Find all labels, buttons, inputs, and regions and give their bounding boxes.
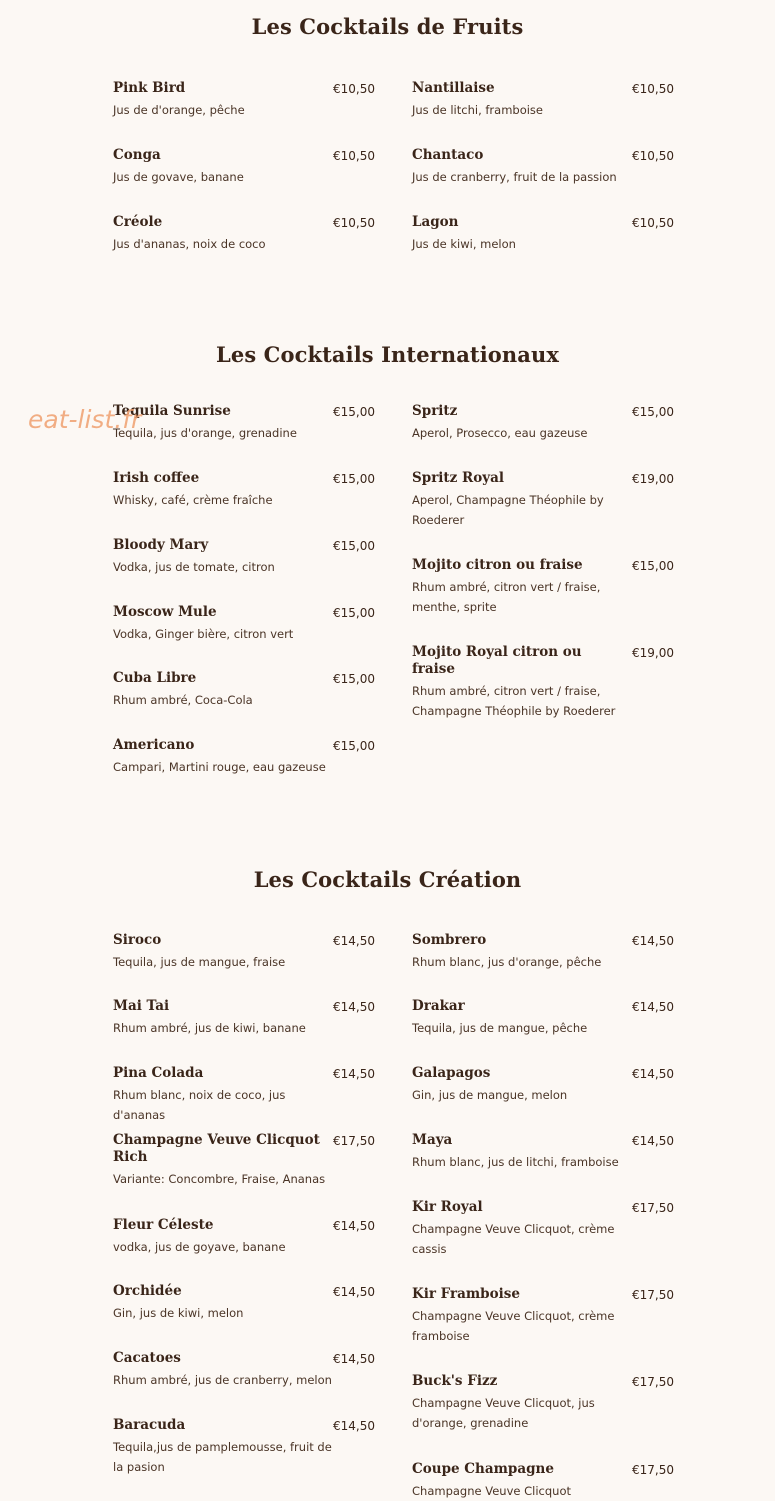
item-price: €15,00 (333, 606, 375, 620)
item-price: €17,50 (333, 1134, 375, 1148)
menu-item (113, 403, 375, 443)
item-price: €15,00 (333, 539, 375, 553)
menu-item (113, 1132, 375, 1189)
section-title: Les Cocktails Création (253, 867, 522, 892)
item-description: Jus de kiwi, melon (412, 237, 516, 251)
item-description: Jus de litchi, framboise (412, 103, 543, 117)
item-description: Rhum ambré, citron vert / fraise, Champagne Théophile by Roederer (412, 684, 616, 718)
item-name: Coupe Champagne (412, 1461, 554, 1477)
menu-item (113, 1283, 375, 1323)
item-price: €14,50 (333, 1219, 375, 1233)
item-price: €17,50 (632, 1375, 674, 1389)
item-description: Jus de cranberry, fruit de la passion (412, 170, 617, 184)
menu-item (412, 80, 674, 120)
item-price: €14,50 (632, 1067, 674, 1081)
menu-item (412, 1461, 674, 1501)
watermark-logo: eat-list.fr (28, 405, 142, 434)
section-fruits (0, 14, 775, 39)
item-description: Aperol, Prosecco, eau gazeuse (412, 426, 588, 440)
item-price: €17,50 (632, 1288, 674, 1302)
item-name: Galapagos (412, 1065, 491, 1081)
item-name: Cacatoes (113, 1350, 181, 1366)
item-description: Champagne Veuve Clicquot (412, 1484, 571, 1498)
item-name: Drakar (412, 998, 465, 1014)
item-name: Baracuda (113, 1417, 186, 1433)
item-price: €10,50 (333, 149, 375, 163)
item-description: Jus de govave, banane (113, 170, 244, 184)
menu-item (113, 80, 375, 120)
item-name: Mojito citron ou fraise (412, 557, 583, 573)
item-price: €15,00 (333, 472, 375, 486)
item-description: Tequila, jus d'orange, grenadine (113, 426, 297, 440)
item-description: Whisky, café, crème fraîche (113, 493, 273, 507)
item-description: Aperol, Champagne Théophile by Roederer (412, 493, 604, 527)
item-name: Kir Framboise (412, 1286, 520, 1302)
item-price: €10,50 (333, 82, 375, 96)
section-international (0, 342, 775, 367)
item-price: €14,50 (333, 1000, 375, 1014)
menu-item (412, 1065, 674, 1105)
item-description: Jus d'ananas, noix de coco (113, 237, 266, 251)
item-name: Champagne Veuve Clicquot Rich (113, 1132, 320, 1165)
menu-item (113, 998, 375, 1038)
item-price: €14,50 (333, 1419, 375, 1433)
item-price: €15,00 (632, 559, 674, 573)
item-description: Tequila, jus de mangue, pêche (412, 1021, 588, 1035)
item-description: Gin, jus de mangue, melon (412, 1088, 568, 1102)
item-description: Tequila,jus de pamplemousse, fruit de la pasion (113, 1440, 332, 1474)
menu-item (412, 644, 674, 721)
item-name: Bloody Mary (113, 537, 209, 553)
menu-item (113, 214, 375, 254)
item-price: €14,50 (632, 1000, 674, 1014)
section-title: Les Cocktails de Fruits (251, 14, 524, 39)
menu-item (113, 1350, 375, 1390)
menu-item (113, 1417, 375, 1477)
menu-item (113, 932, 375, 972)
item-name: Kir Royal (412, 1199, 483, 1215)
item-description: Tequila, jus de mangue, fraise (113, 955, 286, 969)
menu-item (113, 537, 375, 577)
item-name: Conga (113, 147, 161, 163)
item-price: €19,00 (632, 646, 674, 660)
menu-item (412, 932, 674, 972)
item-price: €10,50 (333, 216, 375, 230)
item-name: Créole (113, 214, 163, 230)
menu-item (412, 214, 674, 254)
item-name: Moscow Mule (113, 604, 217, 620)
item-description: Jus de d'orange, pêche (113, 103, 245, 117)
item-price: €10,50 (632, 216, 674, 230)
item-name: Americano (113, 737, 195, 753)
item-price: €15,00 (632, 405, 674, 419)
item-name: Siroco (113, 932, 162, 948)
item-name: Maya (412, 1132, 453, 1148)
item-description: Rhum blanc, jus de litchi, framboise (412, 1155, 619, 1169)
item-description: Champagne Veuve Clicquot, crème framboise (412, 1309, 615, 1343)
item-name: Chantaco (412, 147, 484, 163)
item-price: €14,50 (333, 934, 375, 948)
item-name: Pina Colada (113, 1065, 204, 1081)
item-name: Tequila Sunrise (113, 403, 231, 419)
menu-item (412, 403, 674, 443)
section-title: Les Cocktails Internationaux (216, 342, 559, 367)
item-name: Orchidée (113, 1283, 182, 1299)
menu-item (113, 470, 375, 510)
item-name: Spritz (412, 403, 458, 419)
item-name: Irish coffee (113, 470, 200, 486)
item-name: Cuba Libre (113, 670, 197, 686)
item-description: Vodka, jus de tomate, citron (113, 560, 275, 574)
menu-item (113, 147, 375, 187)
menu-item (412, 1373, 674, 1433)
item-price: €17,50 (632, 1201, 674, 1215)
item-price: €15,00 (333, 672, 375, 686)
item-description: Rhum ambré, citron vert / fraise, menthe, sprite (412, 580, 601, 614)
menu-item (412, 147, 674, 187)
item-price: €17,50 (632, 1463, 674, 1477)
item-description: Variante: Concombre, Fraise, Ananas (113, 1172, 326, 1186)
item-description: Rhum blanc, noix de coco, jus d'ananas (113, 1088, 286, 1122)
menu-item (113, 737, 375, 777)
item-name: Sombrero (412, 932, 487, 948)
item-description: Vodka, Ginger bière, citron vert (113, 627, 294, 641)
menu-item (113, 604, 375, 644)
item-price: €15,00 (333, 739, 375, 753)
menu-item (113, 670, 375, 710)
item-description: Campari, Martini rouge, eau gazeuse (113, 760, 326, 774)
menu-item (412, 1199, 674, 1259)
item-price: €19,00 (632, 472, 674, 486)
item-description: Champagne Veuve Clicquot, jus d'orange, grenadine (412, 1396, 595, 1430)
item-description: Gin, jus de kiwi, melon (113, 1306, 244, 1320)
item-name: Pink Bird (113, 80, 186, 96)
menu-item (412, 557, 674, 617)
item-description: vodka, jus de goyave, banane (113, 1240, 286, 1254)
menu-item (113, 1217, 375, 1257)
item-name: Mai Tai (113, 998, 170, 1014)
item-price: €14,50 (632, 934, 674, 948)
item-name: Lagon (412, 214, 459, 230)
item-price: €10,50 (632, 82, 674, 96)
item-description: Rhum ambré, jus de kiwi, banane (113, 1021, 306, 1035)
item-description: Rhum ambré, jus de cranberry, melon (113, 1373, 332, 1387)
section-creation (0, 867, 775, 892)
item-price: €14,50 (333, 1285, 375, 1299)
menu-item (412, 1286, 674, 1346)
item-description: Rhum ambré, Coca-Cola (113, 693, 253, 707)
item-description: Rhum blanc, jus d'orange, pêche (412, 955, 602, 969)
menu-item (412, 998, 674, 1038)
item-price: €14,50 (333, 1352, 375, 1366)
item-price: €14,50 (632, 1134, 674, 1148)
item-name: Fleur Céleste (113, 1217, 214, 1233)
menu-item (412, 1132, 674, 1172)
item-price: €15,00 (333, 405, 375, 419)
item-name: Nantillaise (412, 80, 495, 96)
item-name: Buck's Fizz (412, 1373, 498, 1389)
menu-item (113, 1065, 375, 1125)
item-name: Mojito Royal citron ou fraise (412, 644, 582, 677)
menu-item (412, 470, 674, 530)
item-price: €10,50 (632, 149, 674, 163)
item-price: €14,50 (333, 1067, 375, 1081)
item-name: Spritz Royal (412, 470, 504, 486)
item-description: Champagne Veuve Clicquot, crème cassis (412, 1222, 615, 1256)
